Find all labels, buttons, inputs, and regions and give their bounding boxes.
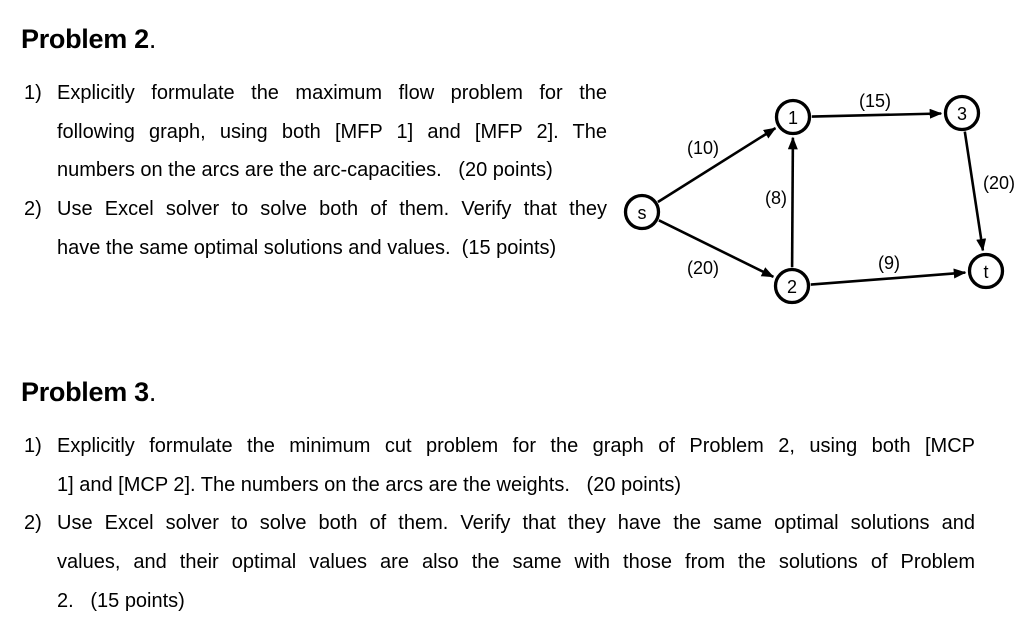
problem2-item-2-number: 2) [24,198,42,221]
graph-node-label-3: 3 [956,104,968,124]
edge-capacity-s-1: (10) [686,138,720,158]
problem3-title-period: . [148,377,157,407]
edge-capacity-1-3: (15) [858,91,892,111]
problem2-title: Problem 2 [21,24,149,54]
problem3-title: Problem 3 [21,377,149,407]
edge-3-to-t [965,132,983,251]
problem2-item-1-line-2: following graph, using both [MFP 1] and [MFP 2]. The [57,120,607,143]
edge-2-to-t [811,273,966,285]
problem3-item-2 [24,504,975,620]
problem3-item-2-number: 2) [24,512,42,535]
problem2-list [24,74,607,268]
graph-nodes [626,97,1003,303]
problem2-item-1-line-1: Explicitly formulate the maximum flow problem for the [57,82,607,104]
problem2-item-2-line-1: Use Excel solver to solve both of them. Verify that they [57,198,607,221]
problem3-item-2-line-3: 2. (15 points) [57,589,185,612]
problem2-item-1-line-3: numbers on the arcs are the arc-capacities. (20 points) [57,159,553,182]
problem2-item-1 [24,74,607,190]
edge-capacity-2-t: (9) [878,253,900,273]
problem3-list [24,427,975,621]
edge-capacity-3-t: (20) [982,173,1016,193]
problem2-item-2-line-2: have the same optimal solutions and values. (15 points) [57,236,557,259]
flow-network-diagram [600,70,1024,320]
graph-node-label-1: 1 [787,108,799,128]
problem3-heading [21,377,156,408]
problem2-item-1-number: 1) [24,82,42,104]
problem3-item-1-line-1: Explicitly formulate the minimum cut problem for the graph of Problem 2, using both [MCP [57,435,975,457]
problem3-item-1 [24,427,975,504]
problem2-item-2 [24,190,607,267]
edge-1-to-3 [812,114,941,117]
graph-node-label-2: 2 [786,277,798,297]
graph-node-label-s: s [637,203,647,223]
edge-2-to-1 [792,138,793,267]
problem3-item-2-line-2: values, and their optimal values are also the same with those from the solutions of Problem [57,551,975,574]
problem3-item-1-number: 1) [24,435,42,457]
problem3-item-2-line-1: Use Excel solver to solve both of them. Verify that they have the same optimal solutions and [57,512,975,535]
edge-capacity-s-2: (20) [686,258,720,278]
graph-node-label-t: t [983,262,989,282]
problem2-title-period: . [148,24,157,54]
edge-capacity-2-1: (8) [765,188,787,208]
problem2-heading [21,24,156,55]
problem3-item-1-line-2: 1] and [MCP 2]. The numbers on the arcs are the weights. (20 points) [57,473,682,496]
